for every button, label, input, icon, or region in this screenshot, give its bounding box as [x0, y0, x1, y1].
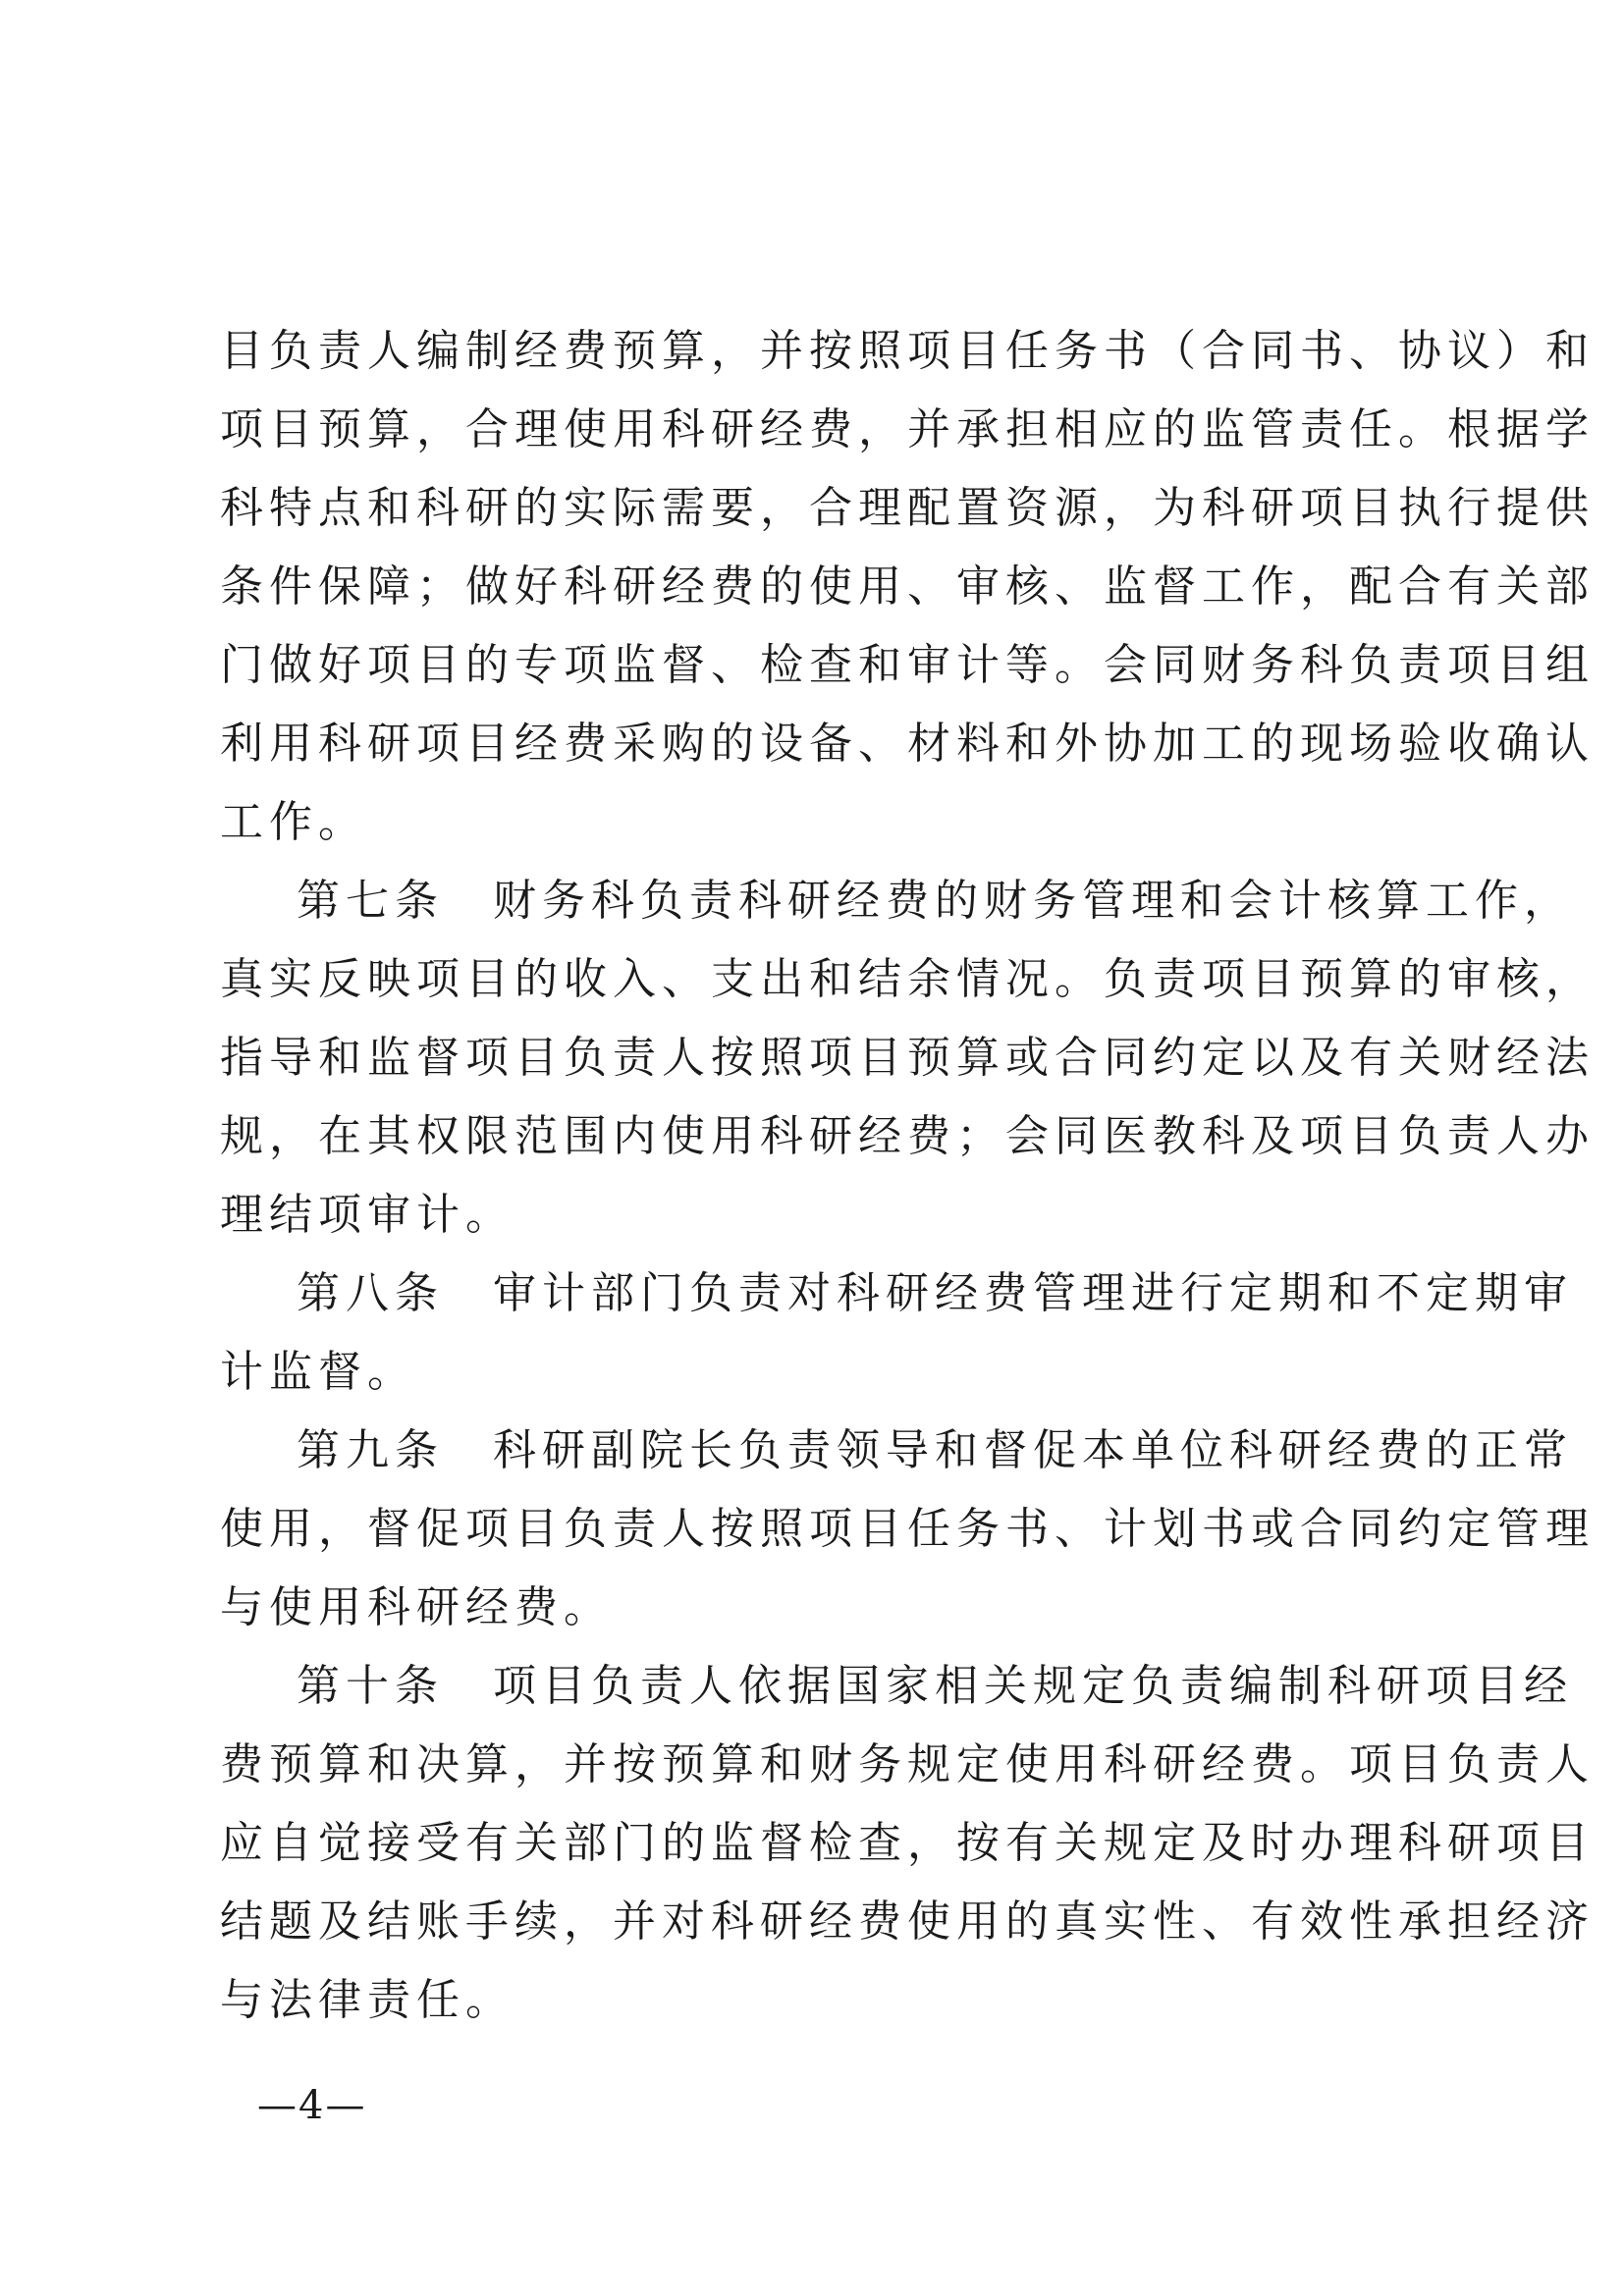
text-line: 工作。: [220, 797, 367, 847]
text-line: 应自觉接受有关部门的监督检查，按有关规定及时办理科研项目: [220, 1818, 1595, 1868]
text-line: 结题及结账手续，并对科研经费使用的真实性、有效性承担经济: [220, 1896, 1595, 1947]
page-number: —4—: [257, 2083, 367, 2128]
text-line: 费预算和决算，并按预算和财务规定使用科研经费。项目负责人: [220, 1739, 1595, 1789]
text-line: 理结项审计。: [220, 1190, 514, 1240]
text-line: 计监督。: [220, 1347, 416, 1397]
text-line: 目负责人编制经费预算，并按照项目任务书（合同书、协议）和: [220, 326, 1595, 376]
text-line: 规，在其权限范围内使用科研经费；会同医教科及项目负责人办: [220, 1111, 1595, 1161]
text-line: 与使用科研经费。: [220, 1582, 613, 1632]
article-8-heading-line: 第八条 审计部门负责对科研经费管理进行定期和不定期审: [297, 1268, 1573, 1318]
body-text: [220, 312, 1595, 2040]
text-line: 真实反映项目的收入、支出和结余情况。负责项目预算的审核，: [220, 954, 1595, 1004]
article-9-heading-line: 第九条 科研副院长负责领导和督促本单位科研经费的正常: [297, 1425, 1573, 1475]
text-line: 条件保障；做好科研经费的使用、审核、监督工作，配合有关部: [220, 561, 1595, 612]
text-line: 门做好项目的专项监督、检查和审计等。会同财务科负责项目组: [220, 640, 1595, 690]
text-line: 使用，督促项目负责人按照项目任务书、计划书或合同约定管理: [220, 1504, 1595, 1554]
text-line: 指导和监督项目负责人按照项目预算或合同约定以及有关财经法: [220, 1033, 1595, 1083]
text-line: 与法律责任。: [220, 1975, 514, 2025]
article-7-heading-line: 第七条 财务科负责科研经费的财务管理和会计核算工作，: [297, 876, 1573, 926]
text-line: 利用科研项目经费采购的设备、材料和外协加工的现场验收确认: [220, 719, 1595, 769]
text-line: 科特点和科研的实际需要，合理配置资源，为科研项目执行提供: [220, 483, 1595, 533]
article-10-heading-line: 第十条 项目负责人依据国家相关规定负责编制科研项目经: [297, 1661, 1573, 1711]
text-line: 项目预算，合理使用科研经费，并承担相应的监管责任。根据学: [220, 404, 1595, 454]
